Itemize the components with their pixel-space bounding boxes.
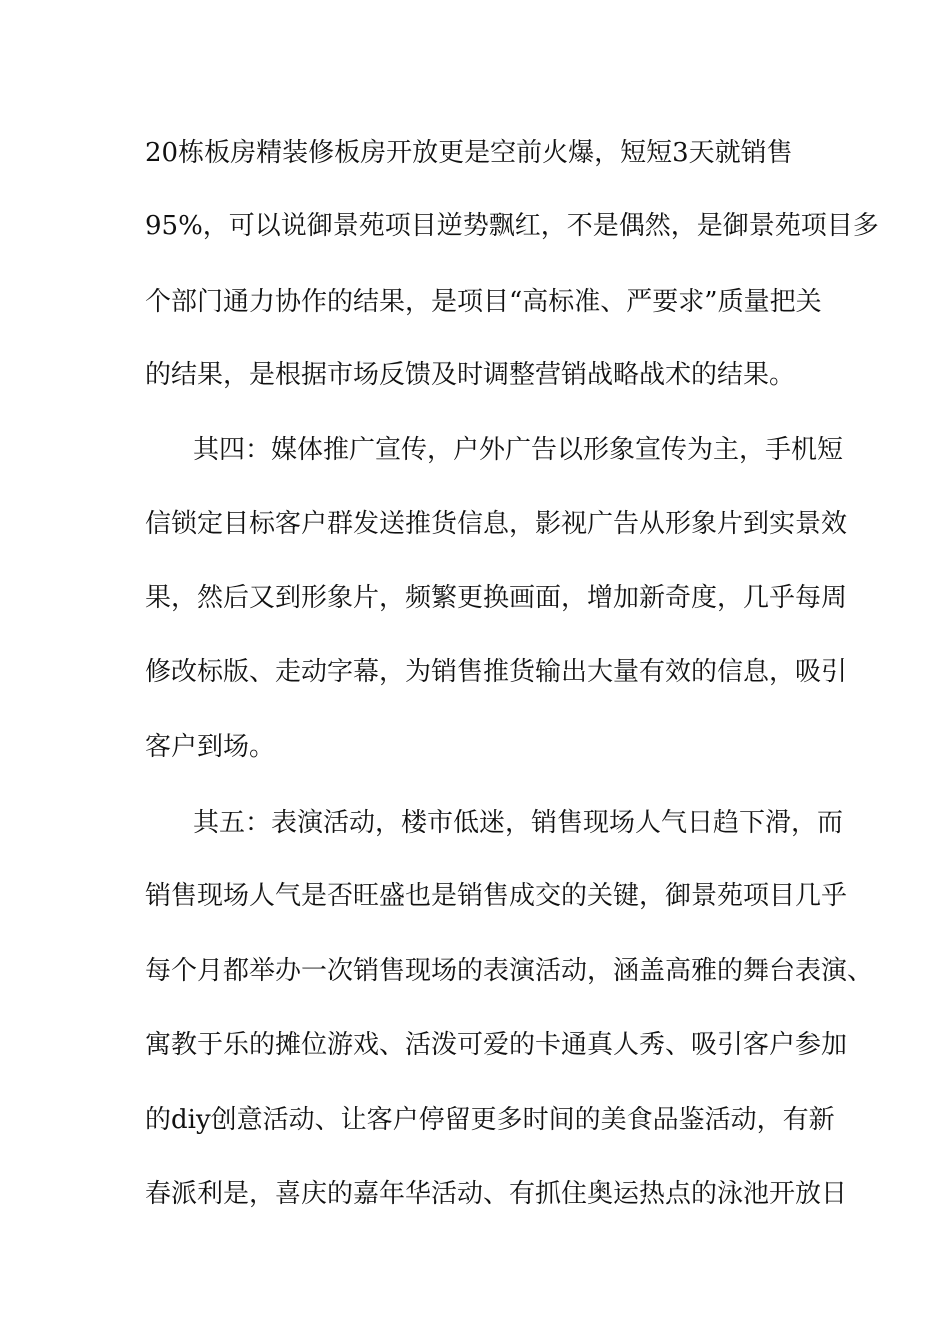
body-text-line: 果，然后又到形象片，频繁更换画面，增加新奇度，几乎每周	[145, 583, 848, 613]
body-text-line: 春派利是，喜庆的嘉年华活动、有抓住奥运热点的泳池开放日	[145, 1179, 848, 1209]
paragraph-first-line: 其五：表演活动，楼市低迷，销售现场人气日趋下滑，而	[193, 808, 844, 838]
body-text-line: 的结果，是根据市场反馈及时调整营销战略战术的结果。	[145, 360, 796, 390]
body-text-line: 每个月都举办一次销售现场的表演活动，涵盖高雅的舞台表演、	[145, 956, 874, 986]
paragraph-first-line: 其四：媒体推广宣传，户外广告以形象宣传为主，手机短	[193, 435, 844, 465]
body-text-line: 的diy创意活动、让客户停留更多时间的美食品鉴活动，有新	[145, 1105, 835, 1135]
body-text-line: 20栋板房精装修板房开放更是空前火爆，短短3天就销售	[145, 138, 793, 168]
body-text-line: 修改标版、走动字幕，为销售推货输出大量有效的信息，吸引	[145, 657, 848, 687]
body-text-line: 信锁定目标客户群发送推货信息，影视广告从形象片到实景效	[145, 509, 848, 539]
body-text-line: 寓教于乐的摊位游戏、活泼可爱的卡通真人秀、吸引客户参加	[145, 1030, 848, 1060]
body-text-line: 销售现场人气是否旺盛也是销售成交的关键，御景苑项目几乎	[145, 881, 848, 911]
body-text-line: 95%，可以说御景苑项目逆势飘红，不是偶然，是御景苑项目多	[145, 211, 879, 241]
body-text-line: 个部门通力协作的结果，是项目“高标准、严要求”质量把关	[145, 287, 822, 317]
body-text-line: 客户到场。	[145, 732, 276, 762]
